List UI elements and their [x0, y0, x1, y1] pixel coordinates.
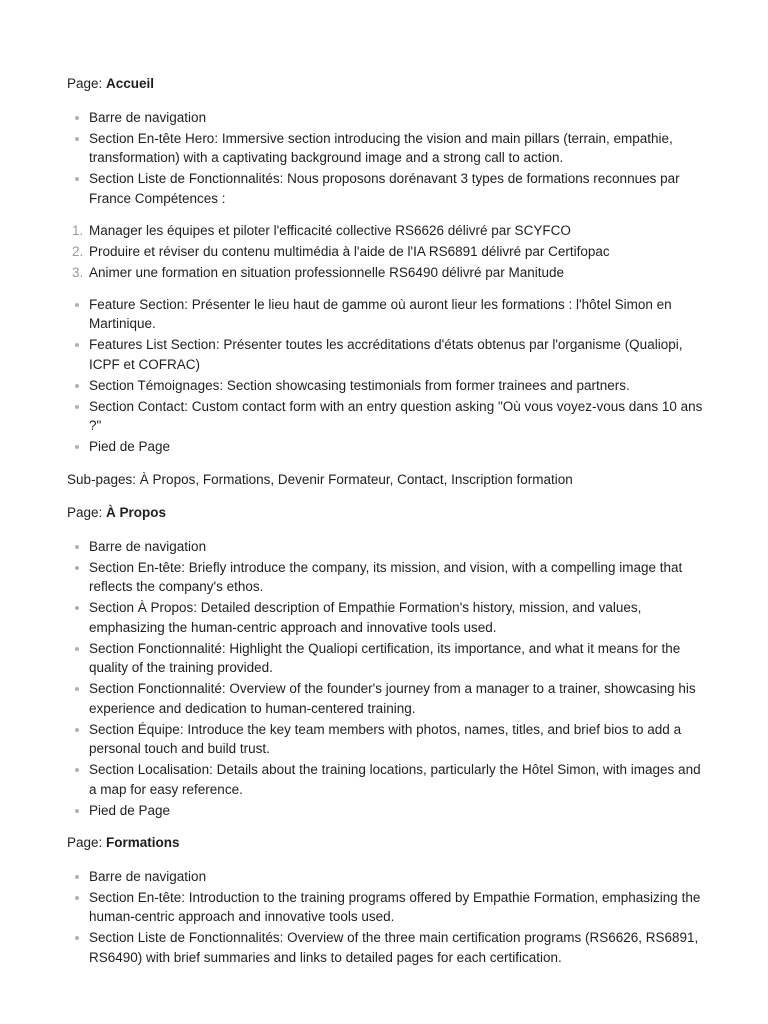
list-item: Feature Section: Présenter le lieu haut de gamme où auront lieur les formations : l'hôtel Simon en Martinique.	[67, 295, 708, 334]
page-label: Page:	[67, 835, 107, 850]
list-item: Pied de Page	[67, 801, 708, 821]
list-item: Section Fonctionnalité: Overview of the founder's journey from a manager to a trainer, showcasing his experience and dedication to human-centered training.	[67, 679, 708, 718]
page-heading-formations	[67, 833, 708, 853]
accueil-list-b	[67, 295, 708, 457]
page-title-apropos: À Propos	[106, 505, 167, 520]
item-number: 1.	[72, 223, 84, 238]
apropos-list	[67, 537, 708, 821]
list-item: Barre de navigation	[67, 108, 708, 128]
list-item: Section En-tête: Introduction to the training programs offered by Empathie Formation, emphasizing the human-centric approach and innovative tools used.	[67, 888, 708, 927]
list-item: Section En-tête: Briefly introduce the company, its mission, and vision, with a compelling image that reflects the company's ethos.	[67, 558, 708, 597]
item-text: Animer une formation en situation professionnelle RS6490 délivré par Manitude	[89, 265, 565, 280]
item-number: 3.	[72, 265, 84, 280]
item-text: Produire et réviser du contenu multimédia à l'aide de l'IA RS6891 délivré par Certifopac	[89, 244, 610, 259]
numbered-item	[67, 242, 708, 262]
page-heading-apropos	[67, 503, 708, 523]
list-item: Barre de navigation	[67, 867, 708, 887]
list-item: Section Fonctionnalité: Highlight the Qualiopi certification, its importance, and what it means for the quality of the training provided.	[67, 639, 708, 678]
list-item: Section Liste de Fonctionnalités: Nous proposons dorénavant 3 types de formations reconnues par France Compétences :	[67, 169, 708, 208]
list-item: Section Liste de Fonctionnalités: Overview of the three main certification programs (RS6626, RS6891, RS6490) with brief summaries and links to detailed pages for each certification.	[67, 928, 708, 967]
page-title-accueil: Accueil	[106, 76, 155, 91]
formations-list	[67, 867, 708, 968]
list-item: Features List Section: Présenter toutes les accréditations d'états obtenus par l'organisme (Qualiopi, ICPF et COFRAC)	[67, 335, 708, 374]
item-number: 2.	[72, 244, 84, 259]
list-item: Section À Propos: Detailed description of Empathie Formation's history, mission, and values, emphasizing the human-centric approach and innovative tools used.	[67, 598, 708, 637]
page-label: Page:	[67, 505, 107, 520]
page-title-formations: Formations	[106, 835, 180, 850]
page-label: Page:	[67, 76, 107, 91]
numbered-item	[67, 263, 708, 283]
list-item: Barre de navigation	[67, 537, 708, 557]
list-item: Section Contact: Custom contact form with an entry question asking "Où vous voyez-vous dans 10 ans ?"	[67, 397, 708, 436]
subpages-line: Sub-pages: À Propos, Formations, Devenir Formateur, Contact, Inscription formation	[67, 471, 573, 487]
list-item: Section Localisation: Details about the training locations, particularly the Hôtel Simon, with images and a map for easy reference.	[67, 760, 708, 799]
list-item: Pied de Page	[67, 437, 708, 457]
accueil-list-a	[67, 108, 708, 209]
list-item: Section En-tête Hero: Immersive section introducing the vision and main pillars (terrain, empathie, transformation) with a captivating background image and a strong call to action.	[67, 129, 708, 168]
list-item: Section Équipe: Introduce the key team members with photos, names, titles, and brief bios to add a personal touch and build trust.	[67, 720, 708, 759]
numbered-item	[67, 221, 708, 241]
accueil-numbered-list	[67, 221, 708, 283]
item-text: Manager les équipes et piloter l'efficacité collective RS6626 délivré par SCYFCO	[89, 223, 571, 238]
page-heading-accueil	[67, 74, 708, 94]
list-item: Section Témoignages: Section showcasing testimonials from former trainees and partners.	[67, 376, 708, 396]
